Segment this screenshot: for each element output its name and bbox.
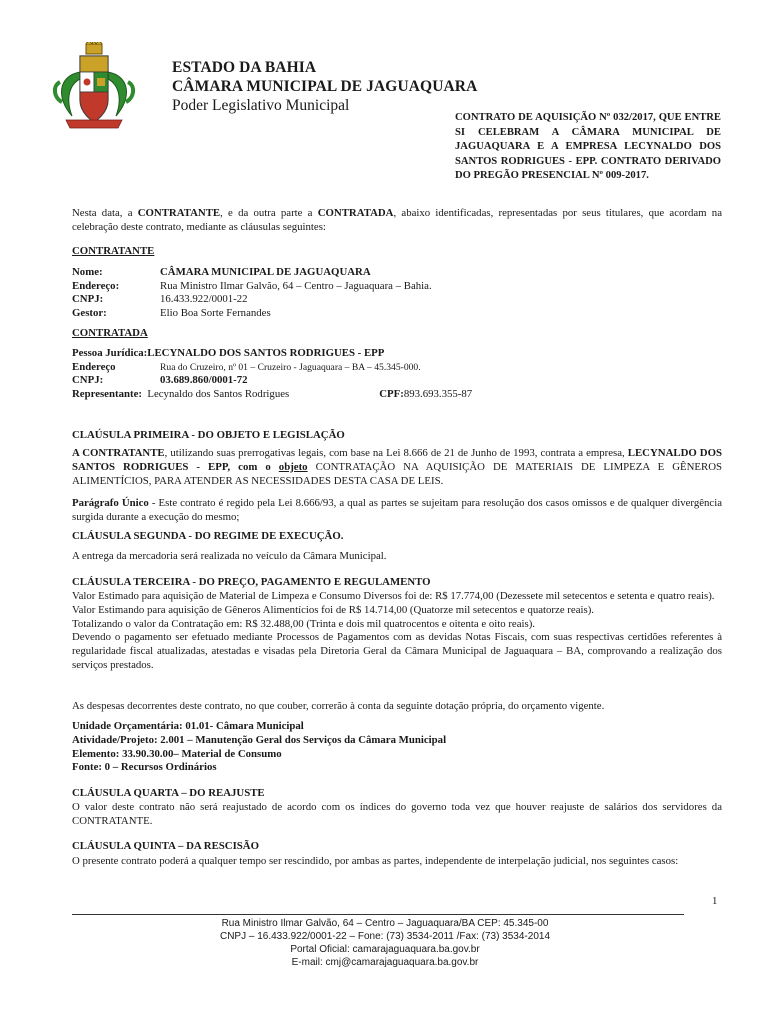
- contratada-heading: CONTRATADA: [72, 327, 148, 339]
- clausula-2-text: A entrega da mercadoria será realizada no veículo da Câmara Municipal.: [72, 550, 387, 562]
- footer-contact: CNPJ – 16.433.922/0001-22 – Fone: (73) 3534-2011 /Fax: (73) 3534-2014: [219, 931, 551, 942]
- clausula-1-text: A CONTRATANTE, utilizando suas prerrogativas legais, com base na Lei 8.666 de 21 de Junho de 1993, contrata a empresa, LECYNALDO DOS SANTOS RODRIGUES - EPP, com o objeto CONTRATAÇÃO NA AQUISIÇÃO DE MATERIAIS DE LIMPEZA E GÊNEROS ALIMENTÍCIOS, PARA ATENDER AS NECESSIDADES DESTA CASA DE LEIS.: [72, 447, 722, 487]
- contratante-block: Nome: CÂMARA MUNICIPAL DE JAGUAQUARA Endereço: Rua Ministro Ilmar Galvão, 64 – Centro – Jaguaquara – Bahia. CNPJ: 16.433.922/0001-22 Gestor: Elio Boa Sorte Fernandes: [72, 266, 432, 319]
- clausula-2-heading: CLÁUSULA SEGUNDA - DO REGIME DE EXECUÇÃO.: [72, 530, 344, 542]
- clausula-5-heading: CLÁUSULA QUINTA – DA RESCISÃO: [72, 840, 259, 852]
- footer-address: Rua Ministro Ilmar Galvão, 64 – Centro – Jaguaquara/BA CEP: 45.345-00: [221, 918, 549, 929]
- header-chamber: CÂMARA MUNICIPAL DE JAGUAQUARA: [172, 78, 478, 95]
- clausula-3-despesas: As despesas decorrentes deste contrato, no que couber, correrão à conta da seguinte dotação própria, do orçamento vigente.: [72, 700, 605, 712]
- page-number: 1: [712, 895, 718, 907]
- footer-divider: [72, 914, 684, 915]
- coat-of-arms-icon: [52, 42, 136, 132]
- contract-title: CONTRATO DE AQUISIÇÃO Nº 032/2017, QUE ENTRE SI CELEBRAM A CÂMARA MUNICIPAL DE JAGUAQUARA E A EMPRESA LECYNALDO DOS SANTOS RODRIGUES - EPP. CONTRATO DERIVADO DO PREGÃO PRESENCIAL Nº 009-2017.: [455, 112, 721, 182]
- contratada-block: Pessoa Jurídica:LECYNALDO DOS SANTOS RODRIGUES - EPP Endereço Rua do Cruzeiro, nº 01 – Cruzeiro - Jaguaquara – BA – 45.345-000. CNPJ: 03.689.860/0001-72 Representante: Lecynaldo dos Santos Rodrigues CPF:893.693.355-87: [72, 347, 473, 400]
- clausula-1-heading: CLAÚSULA PRIMEIRA - DO OBJETO E LEGISLAÇÃO: [72, 429, 345, 441]
- clausula-4-heading: CLÁUSULA QUARTA – DO REAJUSTE: [72, 787, 265, 799]
- header-subtitle: Poder Legislativo Municipal: [172, 97, 350, 114]
- clausula-3-text: Valor Estimado para aquisição de Material de Limpeza e Consumo Diversos foi de: R$ 17.774,00 (Dezessete mil setecentos e setenta e quatro reais). Valor Estimando para aquisição de Gêneros Alimentícios foi de R$ 14.714,00 (Quatorze mil setecentos e quatorze reais). Totalizando o valor da Contratação em: R$ 32.488,00 (Trinta e dois mil quatrocentos e oitenta e oito reais). Devendo o pagamento ser efetuado mediante Processos de Pagamentos com as devidas Notas Fiscais, com suas respectivas certidões referentes à regularidade fiscal atualizadas, atestadas e visadas pela Diretoria Geral da Câmara Municipal de Jaguaquara – BA, comprovando a realização dos serviços prestados.: [72, 590, 722, 671]
- contratante-heading: CONTRATANTE: [72, 245, 155, 257]
- clausula-4-text: O valor deste contrato não será reajustado de acordo com os índices do governo toda vez que houver reajuste de salários dos servidores da CONTRATANTE.: [72, 801, 722, 827]
- footer-email: E-mail: cmj@camarajaguaquara.ba.gov.br: [291, 957, 479, 968]
- clausula-3-heading: CLÁUSULA TERCEIRA - DO PREÇO, PAGAMENTO E REGULAMENTO: [72, 576, 431, 588]
- dotacao-orcamentaria: Unidade Orçamentária: 01.01- Câmara Municipal Atividade/Projeto: 2.001 – Manutenção Geral dos Serviços da Câmara Municipal Elemento: 33.90.30.00– Material de Consumo Fonte: 0 – Recursos Ordinários: [72, 720, 447, 774]
- footer-portal: Portal Oficial: camarajaguaquara.ba.gov.br: [290, 944, 480, 955]
- header-state: ESTADO DA BAHIA: [172, 59, 317, 76]
- intro-paragraph: Nesta data, a CONTRATANTE, e da outra parte a CONTRATADA, abaixo identificadas, representadas por seus titulares, que acordam na celebração deste contrato, mediante as cláusulas seguintes:: [72, 207, 722, 233]
- clausula-5-text: O presente contrato poderá a qualquer tempo ser rescindido, por ambas as partes, independente de interpelação judicial, nos seguintes casos:: [72, 855, 679, 867]
- clausula-1-paragrafo: Parágrafo Único - Este contrato é regido pela Lei 8.666/93, a qual as partes se sujeitam para resolução dos casos omissos e de qualquer divergência surgida durante a execução do mesmo;: [72, 497, 722, 523]
